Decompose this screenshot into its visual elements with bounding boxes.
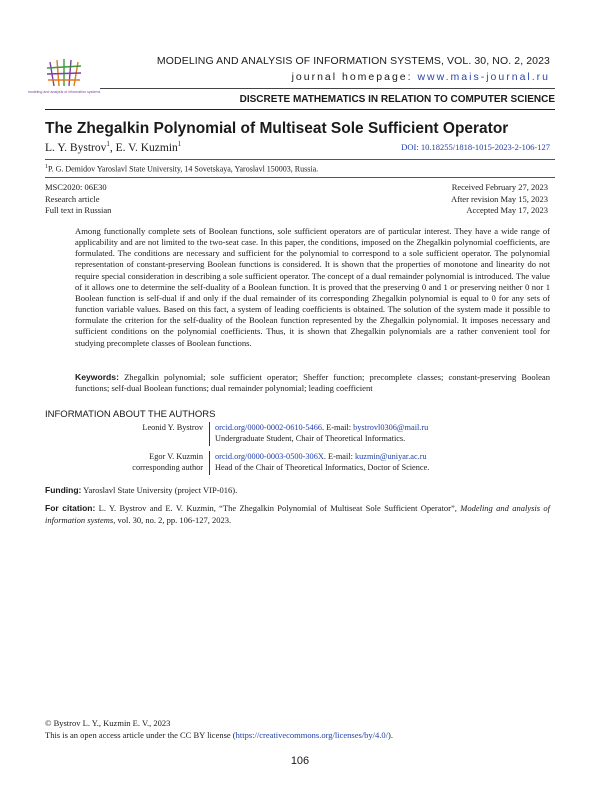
author-info-name: Leonid Y. Bystrov [142,423,203,432]
authors-info-heading: INFORMATION ABOUT THE AUTHORS [45,409,216,420]
article-title: The Zhegalkin Polynomial of Multiseat Sole Sufficient Operator [45,120,509,137]
funding-label: Funding: [45,485,82,495]
homepage-link[interactable]: www.mais-journal.ru [417,71,550,83]
msc-code: MSC2020: 06E30 [45,182,107,192]
email-label: . E-mail: [322,423,352,432]
citation-lead: L. Y. Bystrov and E. V. Kuzmin, “The Zhegalkin Polynomial of Multiseat Sole Sufficient Operator”, [98,503,457,513]
author-info-name [45,451,203,473]
author-info-details [215,451,550,473]
journal-logo [27,56,101,102]
affiliation-rule-bottom [45,177,555,178]
email-link[interactable]: bystrovl0306@mail.ru [353,423,429,432]
author-info-details [215,422,550,444]
keywords-label: Keywords: [75,372,119,382]
author-info-2 [45,451,550,475]
received-date: Received February 27, 2023 [451,182,548,192]
fulltext-language: Full text in Russian [45,205,112,215]
email-link[interactable]: kuzmin@uniyar.ac.ru [354,452,427,461]
citation [45,503,550,526]
funding [45,485,550,495]
doi-link[interactable]: DOI: 10.18255/1818-1015-2023-2-106-127 [401,142,550,152]
license-line [45,730,393,742]
article-dates [451,182,548,217]
author-info-1 [45,422,550,446]
citation-journal: Modeling and analysis of information systems [45,503,551,525]
accepted-date: Accepted May 17, 2023 [466,205,548,215]
affiliation [45,164,555,174]
author-2: , E. V. Kuzmin [109,141,178,154]
author-position: Undergraduate Student, Chair of Theoretical Informatics. [215,434,406,443]
author-name: Egor V. Kuzmin [149,452,203,461]
section-heading: DISCRETE MATHEMATICS IN RELATION TO COMPUTER SCIENCE [239,94,555,105]
email-label: . E-mail: [323,452,353,461]
journal-homepage [100,71,550,83]
license-lead: This is an open access article under the CC BY license ( [45,729,236,740]
author-1: L. Y. Bystrov [45,141,107,154]
author-1-affil: 1 [106,140,110,148]
license-tail: ). [388,729,393,740]
logo-graphic [27,56,101,102]
page-number: 106 [290,755,310,767]
license-link[interactable]: https://creativecommons.org/licenses/by/4.0/ [235,729,388,740]
revised-date: After revision May 15, 2023 [450,193,548,204]
article-authors [45,140,181,154]
citation-label: For citation: [45,503,96,513]
author-info-divider [209,451,210,475]
copyright: © Bystrov L. Y., Kuzmin E. V., 2023 [45,718,171,728]
author-info-divider [209,422,210,446]
affiliation-text: P. G. Demidov Yaroslavl State University, 14 Sovetskaya, Yaroslavl 150003, Russia. [48,164,319,174]
homepage-label: journal homepage: [291,71,413,83]
keywords-text: Zhegalkin polynomial; sole sufficient operator; Sheffer function; precomplete classes; constant-preserving Boolean functions; self-dual Boolean functions; dual remainder polynomial; leading coefficient [75,372,551,394]
article-type: Research article [45,193,100,204]
logo-caption: modeling and analysis of information systems [27,90,101,94]
author-role: corresponding author [132,463,203,472]
citation-tail: , vol. 30, no. 2, pp. 106-127, 2023. [113,514,232,525]
abstract: Among functionally complete sets of Boolean functions, sole sufficient operators are of particular interest. They have a wide range of applicability and are not limited to the two-seat case. In this paper, the conditions, imposed on the Zhegalkin polynomial coefficients, are formulated. The conditions are necessary and sufficient for the polynomial to correspond to a sole sufficient operator. The polynomial representation of constant-preserving Boolean functions is considered. It is shown that the properties of monotone and linearity do not require special consideration in describing a sole sufficient operator. The concept of a dual remainder polynomial is introduced. The value of it allows one to determine the self-duality of a Boolean function. It is proved that the preserving 0 and 1 or preserving neither 0 nor 1 Boolean function is self-dual if and only if the dual remainder of its corresponding Zhegalkin polynomial is equal to 0 for any sets of function variable values. Based on this fact, a system of leading coefficients is obtained. The solution of the system made it possible to formulate the criterion for the self-duality of the Boolean function represented by the Zhegalkin polynomial. It imposes necessary and sufficient conditions on the polynomial coefficients. Thus, it is shown that Zhegalkin polynomials are a rather convenient tool for studying precomplete classes of Boolean functions. [75,226,550,348]
affiliation-marker: 1 [45,164,48,170]
funding-text: Yaroslavl State University (project VIP-016). [83,485,238,495]
header-divider [45,109,555,110]
affiliation-rule-top [45,159,555,160]
article-meta-left [45,182,111,217]
author-2-affil: 1 [177,140,182,148]
keywords [75,372,550,394]
orcid-link[interactable]: orcid.org/0000-0002-0610-5466 [215,423,323,432]
journal-line: MODELING AND ANALYSIS OF INFORMATION SYSTEMS, VOL. 30, NO. 2, 2023 [156,55,550,67]
author-position: Head of the Chair of Theoretical Informatics, Doctor of Science. [215,463,430,472]
header-rule [100,88,555,89]
copyright-block [45,718,393,741]
orcid-link[interactable]: orcid.org/0000-0003-0500-306X [215,452,324,461]
